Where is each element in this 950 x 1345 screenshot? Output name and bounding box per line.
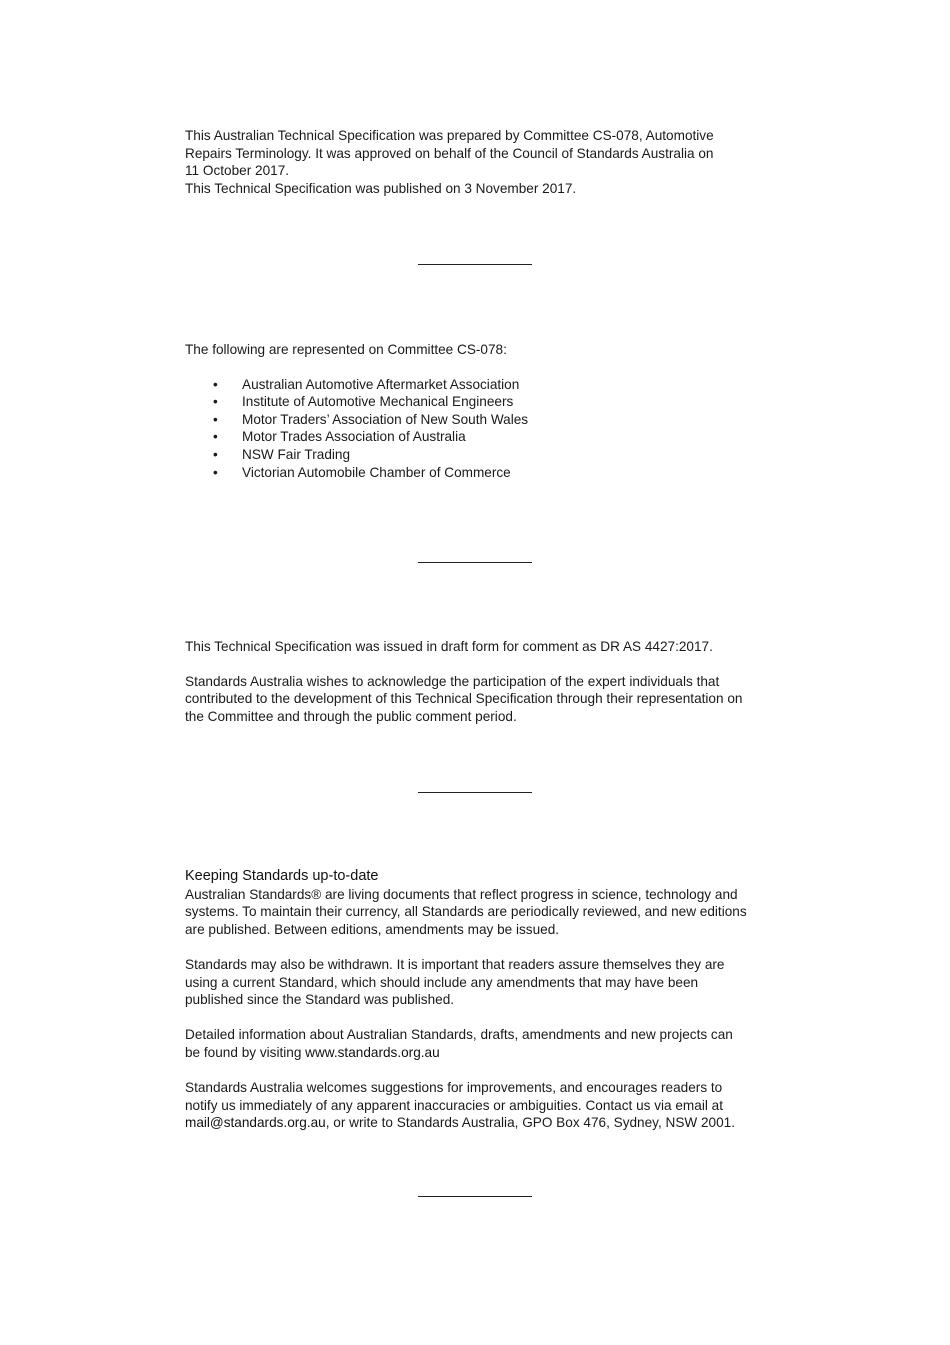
list-item: • Motor Traders’ Association of New South Wales <box>213 411 529 427</box>
draft-section <box>185 638 775 725</box>
bullet-icon: • <box>213 429 218 445</box>
prep-line-3: 11 October 2017. <box>185 163 290 179</box>
section-divider <box>418 264 532 265</box>
prep-line-4: This Technical Specification was published on 3 November 2017. <box>185 180 577 196</box>
email-link[interactable]: mail@standards.org.au <box>185 1115 326 1131</box>
prep-line-1: This Australian Technical Specification was prepared by Committee CS-078, Automotive <box>185 128 714 143</box>
paragraph-suggestions: Standards Australia welcomes suggestions for improvements, and encourages readers to notify us immediately of any apparent inaccuracies or ambiguities. Contact us via email at mail@standards.org.au, or write to Standards Australia, GPO Box 476, Sydney, NSW 2001. <box>185 1080 736 1131</box>
preparation-statement <box>185 127 775 197</box>
paragraph-living-documents: Australian Standards® are living documents that reflect progress in science, technology and systems. To maintain their currency, all Standards are periodically reviewed, and new editions are published. Between editions, amendments may be issued. <box>185 886 747 937</box>
section-divider <box>418 562 532 563</box>
committee-member-list <box>185 376 775 482</box>
paragraph-withdrawn: Standards may also be withdrawn. It is important that readers assure themselves they are using a current Standard, which should include any amendments that may have been published since the Standard was published. <box>185 956 725 1008</box>
paragraph-detailed-info: Detailed information about Australian Standards, drafts, amendments and new projects can be found by visiting www.standards.org.au <box>185 1027 733 1060</box>
keeping-standards-section <box>185 868 775 1132</box>
committee-intro: The following are represented on Committee CS-078: <box>185 342 507 357</box>
draft-issued-text: This Technical Specification was issued in draft form for comment as DR AS 4427:2017. <box>185 639 713 654</box>
list-item: • Australian Automotive Aftermarket Association <box>213 376 520 392</box>
list-item: • Victorian Automobile Chamber of Commerce <box>213 464 511 480</box>
list-item: • NSW Fair Trading <box>213 446 351 462</box>
committee-section <box>185 341 775 481</box>
section-heading: Keeping Standards up-to-date <box>185 868 379 884</box>
list-item: • Motor Trades Association of Australia <box>213 429 466 445</box>
section-divider <box>418 1196 532 1197</box>
bullet-icon: • <box>213 464 218 480</box>
bullet-icon: • <box>213 394 218 410</box>
prep-line-2: Repairs Terminology. It was approved on behalf of the Council of Standards Australia on <box>185 145 714 161</box>
acknowledgement-paragraph: Standards Australia wishes to acknowledge the participation of the expert individuals that contributed to the development of this Technical Specification through their representation on the Committee and through the public comment period. <box>185 673 743 724</box>
section-divider <box>418 792 532 793</box>
website-link[interactable]: www.standards.org.au <box>305 1044 440 1060</box>
bullet-icon: • <box>213 446 218 462</box>
list-item: • Institute of Automotive Mechanical Engineers <box>213 394 514 410</box>
bullet-icon: • <box>213 411 218 427</box>
bullet-icon: • <box>213 376 218 392</box>
